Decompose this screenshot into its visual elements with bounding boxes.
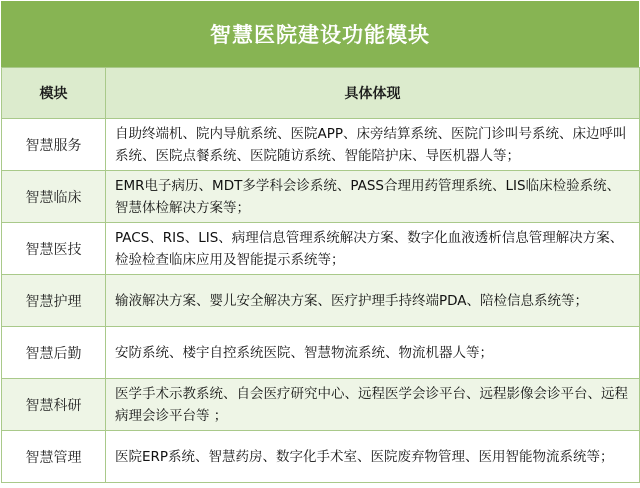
module-detail: 医院ERP系统、智慧药房、数字化手术室、医院废弃物管理、医用智能物流系统等； <box>106 431 640 483</box>
table-row <box>2 379 640 431</box>
header-module: 模块 <box>2 68 106 119</box>
table-row <box>2 275 640 327</box>
feature-table <box>1 1 639 486</box>
table-title: 智慧医院建设功能模块 <box>1 1 639 67</box>
module-detail: 医学手术示教系统、自会医疗研究中心、远程医学会诊平台、远程影像会诊平台、远程病理会诊平台等 ； <box>106 379 640 431</box>
module-detail: EMR电子病历、MDT多学科会诊系统、PASS合理用药管理系统、LIS临床检验系统、智慧体检解决方案等； <box>106 171 640 223</box>
module-name: 智慧科研 <box>2 379 106 431</box>
module-name: 智慧服务 <box>2 119 106 171</box>
table-row <box>2 431 640 483</box>
table-row <box>2 119 640 171</box>
table-row <box>2 327 640 379</box>
module-name: 智慧管理 <box>2 431 106 483</box>
module-detail: 输液解决方案、婴儿安全解决方案、医疗护理手持终端PDA、陪检信息系统等； <box>106 275 640 327</box>
table-row <box>2 171 640 223</box>
table-row <box>2 223 640 275</box>
header-detail: 具体体现 <box>106 68 640 119</box>
module-name: 智慧医技 <box>2 223 106 275</box>
module-name: 智慧后勤 <box>2 327 106 379</box>
header-row <box>2 68 640 119</box>
module-detail: PACS、RIS、LIS、病理信息管理系统解决方案、数字化血液透析信息管理解决方案、检验检查临床应用及智能提示系统等； <box>106 223 640 275</box>
module-table <box>1 67 640 483</box>
module-detail: 自助终端机、院内导航系统、医院APP、床旁结算系统、医院门诊叫号系统、床边呼叫系统、医院点餐系统、医院随访系统、智能陪护床、导医机器人等； <box>106 119 640 171</box>
module-name: 智慧护理 <box>2 275 106 327</box>
module-detail: 安防系统、楼宇自控系统医院、智慧物流系统、物流机器人等； <box>106 327 640 379</box>
module-name: 智慧临床 <box>2 171 106 223</box>
